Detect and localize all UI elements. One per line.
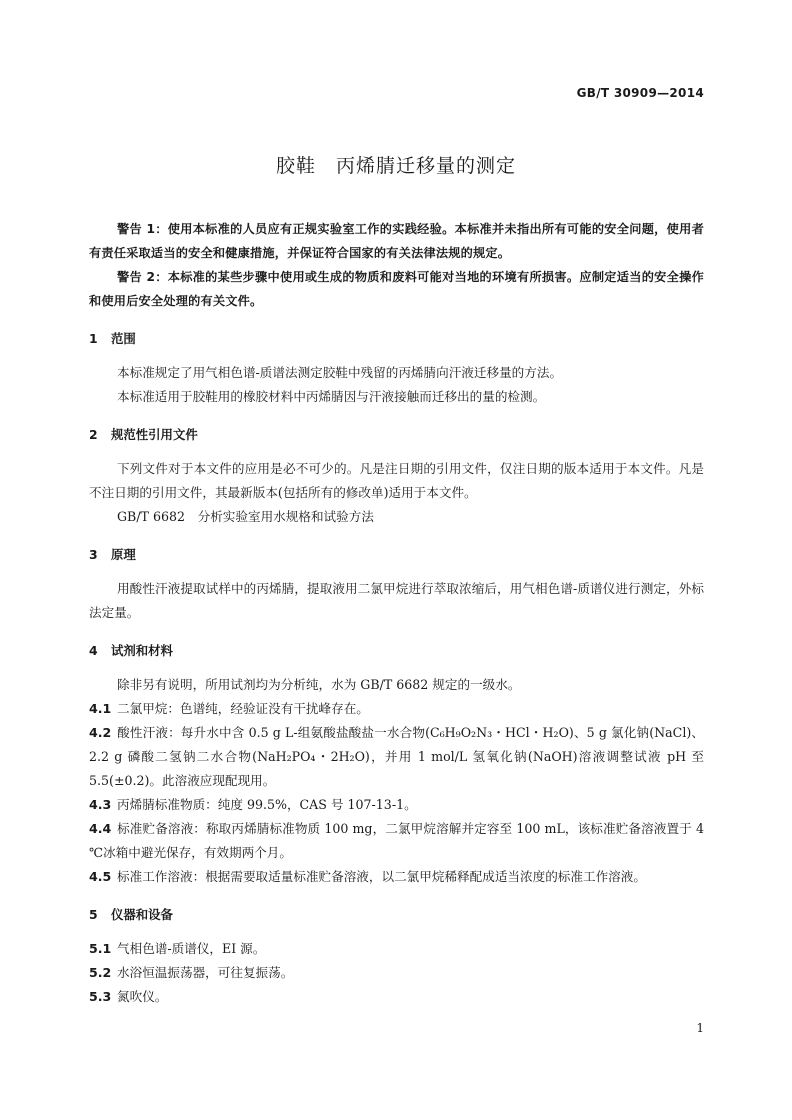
document-title: 胶鞋 丙烯腈迁移量的测定 bbox=[275, 155, 516, 177]
page-number: 1 bbox=[696, 1021, 704, 1035]
clause-item bbox=[89, 697, 704, 721]
clause-text: 丙烯腈标准物质：纯度 99.5%，CAS 号 107-13-1。 bbox=[117, 797, 417, 812]
section-number: 2 bbox=[89, 427, 98, 442]
clause-item bbox=[89, 721, 704, 793]
section-3-heading bbox=[89, 543, 704, 567]
section-1-heading bbox=[89, 327, 704, 351]
document-body bbox=[89, 217, 704, 1009]
clause-item bbox=[89, 817, 704, 865]
clause-item bbox=[89, 961, 704, 985]
clause-number: 5.2 bbox=[89, 965, 112, 980]
section-number: 3 bbox=[89, 547, 98, 562]
reference-entry: GB/T 6682 分析实验室用水规格和试验方法 bbox=[117, 509, 374, 524]
paragraph: 除非另有说明，所用试剂均为分析纯，水为 GB/T 6682 规定的一级水。 bbox=[117, 677, 521, 692]
clause-item bbox=[89, 937, 704, 961]
section-number: 5 bbox=[89, 907, 98, 922]
section-title: 原理 bbox=[111, 547, 136, 562]
clause-number: 5.1 bbox=[89, 941, 112, 956]
clause-text: 酸性汗液：每升水中含 0.5 g L-组氨酸盐酸盐一水合物(C₆H₉O₂N₃・HCl・H₂O)、5 g 氯化钠(NaCl)、2.2 g 磷酸二氢钠二水合物(NaH₂PO₄・2H₂O)，并用 1 mol/L 氢氧化钠(NaOH)溶液调整试液 pH 至 5.5(±0.2)。此溶液应现配现用。 bbox=[89, 725, 704, 788]
clause-number: 4.1 bbox=[89, 701, 112, 716]
clause-text: 气相色谱-质谱仪，EI 源。 bbox=[117, 941, 266, 956]
section-title: 范围 bbox=[111, 331, 136, 346]
warning-2: 警告 2：本标准的某些步骤中使用或生成的物质和废料可能对当地的环境有所损害。应制定适当的安全操作和使用后安全处理的有关文件。 bbox=[89, 270, 704, 308]
warning-1: 警告 1：使用本标准的人员应有正规实验室工作的实践经验。本标准并未指出所有可能的安全问题，使用者有责任采取适当的安全和健康措施，并保证符合国家的有关法律法规的规定。 bbox=[89, 222, 704, 260]
clause-number: 4.5 bbox=[89, 869, 112, 884]
clause-item bbox=[89, 865, 704, 889]
section-title: 仪器和设备 bbox=[111, 907, 173, 922]
clause-number: 4.3 bbox=[89, 797, 112, 812]
section-title: 规范性引用文件 bbox=[111, 427, 198, 442]
clause-text: 水浴恒温振荡器，可往复振荡。 bbox=[117, 965, 294, 980]
clause-number: 5.3 bbox=[89, 989, 112, 1004]
clause-item bbox=[89, 985, 704, 1009]
section-number: 4 bbox=[89, 643, 98, 658]
section-5-heading bbox=[89, 903, 704, 927]
clause-number: 4.4 bbox=[89, 821, 112, 836]
paragraph: 本标准适用于胶鞋用的橡胶材料中丙烯腈因与汗液接触而迁移出的量的检测。 bbox=[117, 389, 546, 404]
paragraph: 用酸性汗液提取试样中的丙烯腈，提取液用二氯甲烷进行萃取浓缩后，用气相色谱-质谱仪进行测定，外标法定量。 bbox=[89, 581, 704, 620]
section-title: 试剂和材料 bbox=[111, 643, 173, 658]
standard-code: GB/T 30909—2014 bbox=[576, 86, 704, 100]
section-number: 1 bbox=[89, 331, 98, 346]
clause-text: 氮吹仪。 bbox=[117, 989, 168, 1004]
paragraph: 本标准规定了用气相色谱-质谱法测定胶鞋中残留的丙烯腈向汗液迁移量的方法。 bbox=[117, 365, 563, 380]
section-2-heading bbox=[89, 423, 704, 447]
clause-number: 4.2 bbox=[89, 725, 112, 740]
clause-text: 二氯甲烷：色谱纯，经验证没有干扰峰存在。 bbox=[117, 701, 369, 716]
section-4-heading bbox=[89, 639, 704, 663]
clause-text: 标准贮备溶液：称取丙烯腈标准物质 100 mg，二氯甲烷溶解并定容至 100 mL，该标准贮备溶液置于 4 ℃冰箱中避光保存，有效期两个月。 bbox=[89, 821, 704, 860]
paragraph: 下列文件对于本文件的应用是必不可少的。凡是注日期的引用文件，仅注日期的版本适用于本文件。凡是不注日期的引用文件，其最新版本(包括所有的修改单)适用于本文件。 bbox=[89, 461, 704, 500]
clause-text: 标准工作溶液：根据需要取适量标准贮备溶液，以二氯甲烷稀释配成适当浓度的标准工作溶液。 bbox=[117, 869, 646, 884]
clause-item bbox=[89, 793, 704, 817]
